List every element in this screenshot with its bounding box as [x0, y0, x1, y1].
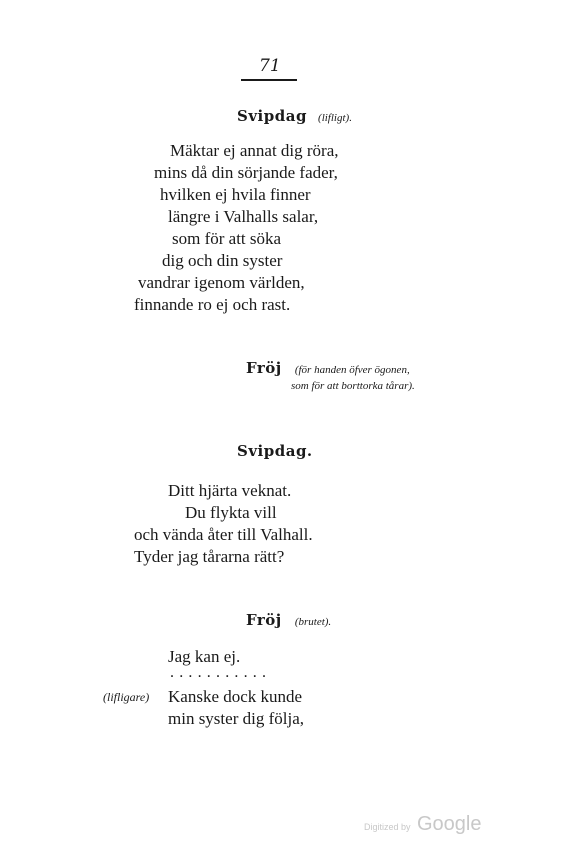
verse-line: och vända åter till Valhall. [134, 525, 313, 544]
side-stage-direction: (lifligare) [103, 690, 150, 704]
verse-line: Mäktar ej annat dig röra, [170, 141, 339, 160]
stage-direction: (lifligt). [318, 112, 352, 124]
speaker-heading [246, 610, 331, 629]
stage-direction: (brutet). [294, 616, 332, 628]
verse-line: dig och din syster [162, 251, 283, 270]
watermark-prefix: Digitized by [364, 822, 411, 832]
speaker-name: Fröj [246, 359, 282, 377]
verse-line: min syster dig följa, [168, 709, 304, 728]
verse-line: längre i Valhalls salar, [168, 207, 319, 226]
verse-line: som för att söka [172, 229, 282, 248]
page-number: 71 [259, 56, 281, 76]
speaker-name: Svipdag [237, 107, 307, 125]
verse-line: mins då din sörjande fader, [154, 163, 338, 182]
page-number-rule [241, 79, 297, 81]
watermark-logo: Google [416, 813, 482, 835]
speaker-name: Svipdag. [237, 442, 313, 460]
speaker-name: Fröj [246, 611, 282, 629]
verse-line: Tyder jag tårarna rätt? [134, 547, 285, 566]
speaker-heading [237, 106, 352, 125]
verse-line: Kanske dock kunde [168, 687, 303, 706]
ellipsis-line: ........... [170, 664, 272, 681]
verse-line: Du flykta vill [185, 503, 277, 522]
verse-line: Jag kan ej. [168, 647, 241, 666]
verse-line: Ditt hjärta veknat. [168, 481, 292, 500]
verse-line: finnande ro ej och rast. [134, 295, 291, 314]
stage-direction: (för handen öfver ögonen, [294, 364, 410, 376]
digitized-watermark [364, 813, 481, 836]
stage-direction-continued: som för att borttorka tårar). [291, 380, 415, 392]
verse-line: hvilken ej hvila finner [160, 185, 311, 204]
verse-line: vandrar igenom världen, [138, 273, 305, 292]
speaker-heading [246, 358, 410, 377]
